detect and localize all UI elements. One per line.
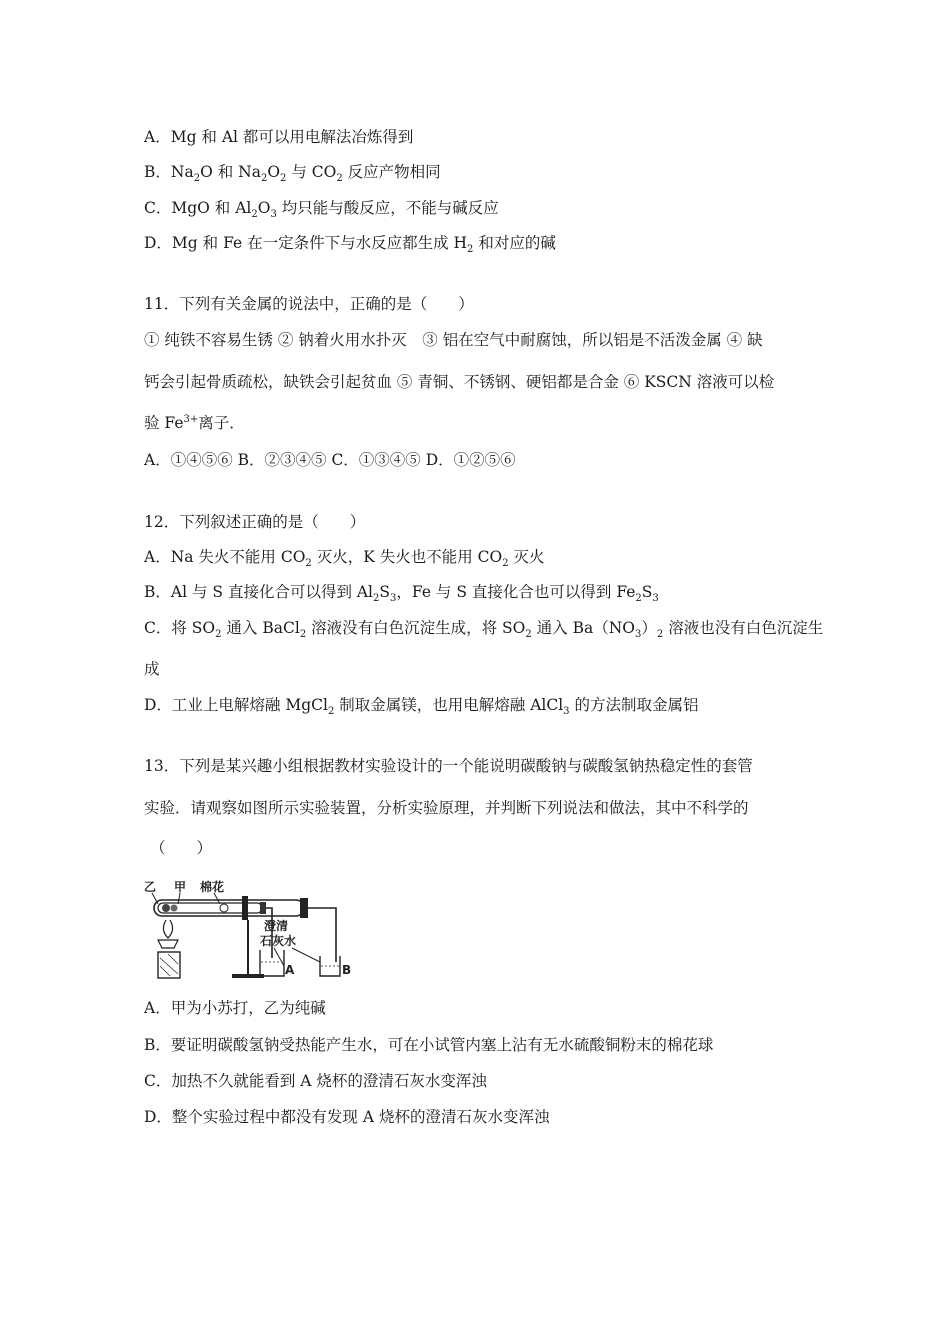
- q13-option-c: C．加热不久就能看到 A 烧杯的澄清石灰水变浑浊: [144, 1072, 487, 1090]
- alcohol-lamp-block: [158, 952, 180, 978]
- text: 灭火，K 失火也不能用 CO: [311, 548, 503, 566]
- figure-label-a: A: [285, 963, 295, 977]
- text: ，Fe 与 S 直接化合也可以得到 Fe: [396, 583, 636, 601]
- hatch: [160, 966, 170, 976]
- text: 反应产物相同: [342, 163, 441, 181]
- q10-option-a: [144, 127, 413, 147]
- q11-statement-line: ① 纯铁不容易生锈 ② 钠着火用水扑灭 ③ 铝在空气中耐腐蚀，所以铝是不活泼金属 ④ 缺: [144, 331, 763, 349]
- cotton-ball: [220, 904, 228, 912]
- q13-option-b: B．要证明碳酸氢钠受热能产生水，可在小试管内塞上沾有无水硫酸铜粉末的棉花球: [144, 1036, 714, 1054]
- q13-stem-line: 13．下列是某兴趣小组根据教材实验设计的一个能说明碳酸钠与碳酸氢钠热稳定性的套管: [144, 757, 753, 775]
- text: 离子．: [198, 414, 245, 432]
- text: 溶液也没有白色沉淀生: [663, 619, 824, 637]
- q13-stem-line: 实验．请观察如图所示实验装置，分析实验原理，并判断下列说法和做法，其中不科学的: [144, 799, 749, 817]
- text: D．工业上电解熔融 MgCl: [144, 696, 328, 714]
- subscript: 2: [299, 629, 307, 641]
- subscript: 2: [336, 173, 343, 185]
- subscript: 2: [251, 209, 258, 221]
- subscript: 2: [502, 558, 509, 570]
- text: A．Na 失火不能用 CO: [144, 548, 306, 566]
- q13-answer-brackets: （ ）: [150, 839, 213, 857]
- q11-statement-line: 钙会引起骨质疏松，缺铁会引起贫血 ⑤ 青铜、不锈钢、硬铝都是合金 ⑥ KSCN 溶液可以检: [144, 373, 775, 391]
- subscript: 2: [193, 173, 201, 185]
- q10-option-d: [144, 233, 556, 256]
- subscript: 3: [563, 706, 570, 718]
- text: B．Na: [144, 163, 194, 181]
- text: 验 Fe: [144, 414, 184, 432]
- subscript: 2: [327, 706, 335, 718]
- experiment-apparatus-figure: [144, 878, 362, 984]
- hatch: [160, 958, 178, 974]
- subscript: 2: [656, 629, 664, 641]
- figure-label-yi: 乙: [144, 880, 157, 894]
- text: O 和 Na: [200, 163, 261, 181]
- subscript: 3: [390, 593, 397, 605]
- subscript: 3: [635, 629, 642, 641]
- leader-line: [178, 893, 180, 904]
- subscript: 2: [467, 244, 474, 256]
- text: 和对应的碱: [473, 234, 556, 252]
- q12-option-c: [144, 618, 824, 641]
- stopper: [300, 898, 308, 918]
- leader-line: [292, 948, 320, 962]
- q12-stem: 12．下列叙述正确的是（ ）: [144, 513, 366, 531]
- q12-option-d: [144, 695, 699, 718]
- q10-option-c: [144, 198, 499, 221]
- leader-line: [214, 893, 220, 904]
- subscript: 2: [525, 629, 532, 641]
- text: 的方法制取金属铝: [569, 696, 699, 714]
- iron-stand-base: [232, 974, 264, 978]
- subscript: 2: [373, 593, 380, 605]
- q12-option-a: [144, 547, 545, 570]
- figure-label-mianhua: 棉花: [200, 880, 225, 894]
- lamp-top: [158, 940, 178, 948]
- text: 溶液没有白色沉淀生成，将 SO: [306, 619, 526, 637]
- q11-stem: 11．下列有关金属的说法中，正确的是（ ）: [144, 295, 474, 313]
- subscript: 3: [270, 209, 277, 221]
- text: O: [257, 199, 271, 217]
- q10-option-b: [144, 162, 441, 185]
- text: S: [379, 583, 391, 601]
- leader-line: [274, 948, 284, 966]
- q12-option-b: [144, 582, 659, 605]
- q13-option-d: D．整个实验过程中都没有发现 A 烧杯的澄清石灰水变浑浊: [144, 1108, 550, 1126]
- text: 制取金属镁，也用电解熔融 AlCl: [334, 696, 564, 714]
- subscript: 2: [260, 173, 268, 185]
- text: C．MgO 和 Al: [144, 199, 252, 217]
- subscript: 2: [215, 629, 222, 641]
- text: C．将 SO: [144, 619, 216, 637]
- text: B．Al 与 S 直接化合可以得到 Al: [144, 583, 374, 601]
- solid-yi: [162, 904, 170, 912]
- q11-options: A．①④⑤⑥ B．②③④⑤ C．①③④⑤ D．①②⑤⑥: [144, 451, 516, 469]
- text: D．Mg 和 Fe 在一定条件下与水反应都生成 H: [144, 234, 468, 252]
- subscript: 2: [305, 558, 312, 570]
- delivery-tube-b: [308, 908, 336, 962]
- subscript: 3: [652, 593, 659, 605]
- text: 均只能与酸反应，不能与碱反应: [276, 199, 499, 217]
- superscript: 3+: [183, 413, 199, 425]
- text: 灭火: [508, 548, 545, 566]
- q12-option-c-continued: 成: [144, 660, 160, 678]
- stopper: [260, 902, 266, 914]
- flame-icon: [163, 920, 172, 938]
- clamp: [242, 896, 248, 920]
- text: O: [267, 163, 281, 181]
- q11-statement-line: [144, 413, 245, 433]
- subscript: 2: [280, 173, 287, 185]
- figure-label-jia: 甲: [174, 880, 187, 894]
- q13-option-a: A．甲为小苏打，乙为纯碱: [144, 999, 326, 1017]
- figure-label-shihuishui: 石灰水: [260, 934, 297, 948]
- q10-option-a-text: A．Mg 和 Al 都可以用电解法冶炼得到: [144, 128, 414, 146]
- hatch: [168, 954, 178, 964]
- text: ）: [641, 619, 657, 637]
- text: 与 CO: [286, 163, 337, 181]
- text: S: [641, 583, 653, 601]
- subscript: 2: [635, 593, 642, 605]
- figure-label-b: B: [342, 963, 352, 977]
- figure-label-chengqing: 澄清: [264, 919, 289, 933]
- text: 通入 Ba（NO: [531, 619, 636, 637]
- solid-jia: [171, 905, 178, 912]
- text: 通入 BaCl: [221, 619, 300, 637]
